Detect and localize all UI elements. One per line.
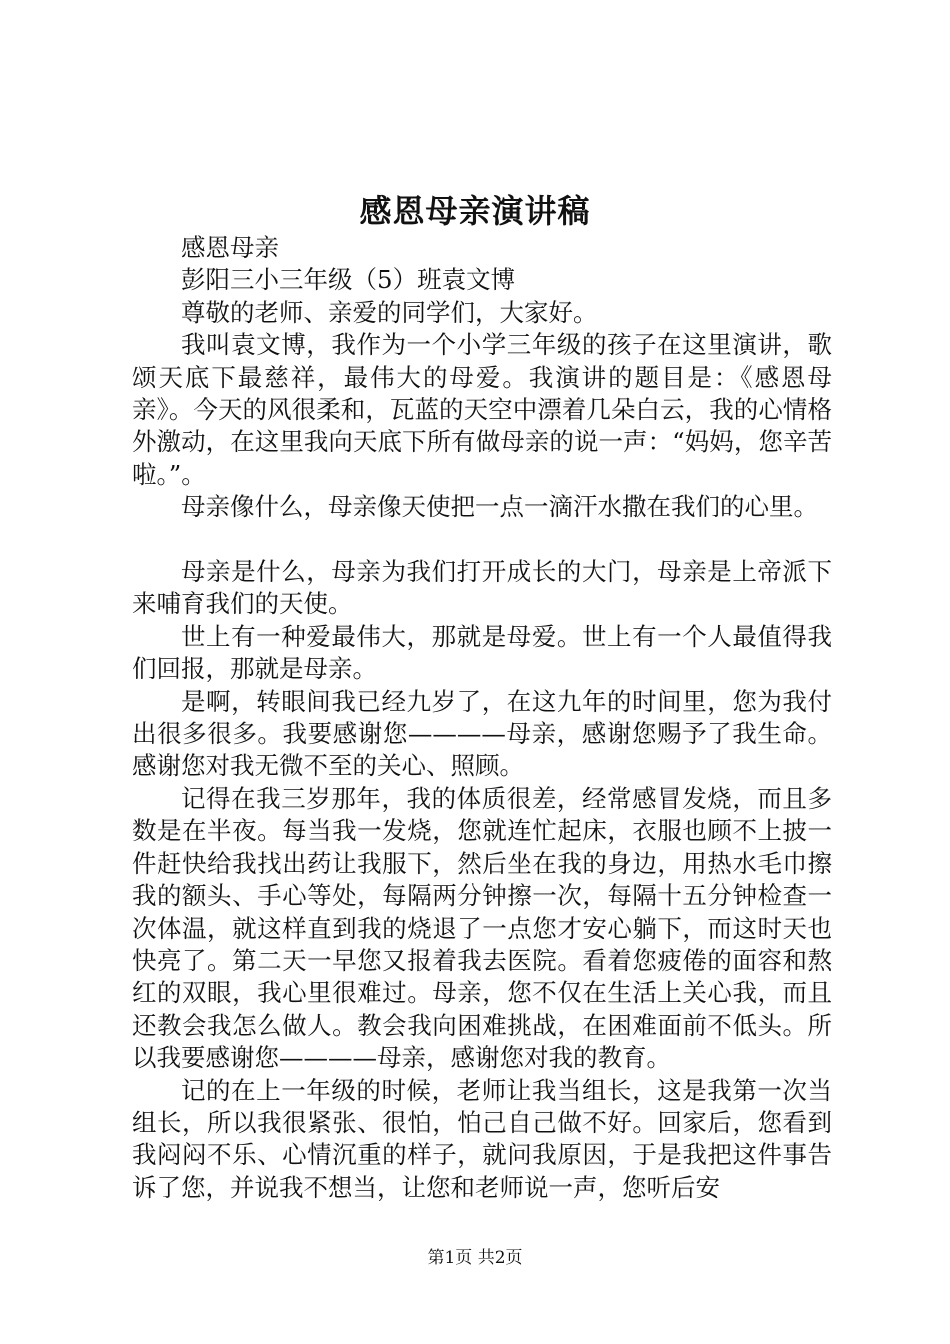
paragraph-nine-years: 是啊，转眼间我已经九岁了，在这九年的时间里，您为我付出很多很多。我要感谢您————母亲，感谢您赐予了我生命。感谢您对我无微不至的关心、照顾。 <box>132 686 832 781</box>
paragraph-greatest-love: 世上有一种爱最伟大，那就是母爱。世上有一个人最值得我们回报，那就是母亲。 <box>132 621 832 684</box>
paragraph-mother-what: 母亲是什么，母亲为我们打开成长的大门，母亲是上帝派下来哺育我们的天使。 <box>132 557 832 619</box>
paragraph-author: 彭阳三小三年级（5）班袁文博 <box>181 265 516 295</box>
paragraph-subtitle: 感恩母亲 <box>181 233 279 262</box>
paragraph-three-years-old: 记得在我三岁那年，我的体质很差，经常感冒发烧，而且多数是在半夜。每当我一发烧，您就连忙起床，衣服也顾不上披一件赶快给我找出药让我服下，然后坐在我的身边，用热水毛巾擦我的额头、手心等处，每隔两分钟擦一次，每隔十五分钟检查一次体温，就这样直到我的烧退了一点您才安心躺下，而这时天也快亮了。第二天一早您又报着我去医院。看着您疲倦的面容和熬红的双眼，我心里很难过。母亲，您不仅在生活上关心我，而且还教会我怎么做人。教会我向困难挑战，在困难面前不低头。所以我要感谢您————母亲，感谢您对我的教育。 <box>132 783 832 1073</box>
page-footer: 第1页 共2页 <box>427 1248 523 1268</box>
document-body <box>132 232 832 1204</box>
paragraph-greeting: 尊敬的老师、亲爱的同学们，大家好。 <box>181 297 598 327</box>
paragraph-mother-like: 母亲像什么，母亲像天使把一点一滴汗水撒在我们的心里。 <box>181 492 818 522</box>
document-title: 感恩母亲演讲稿 <box>359 192 591 230</box>
paragraph-first-grade: 记的在上一年级的时候，老师让我当组长，这是我第一次当组长，所以我很紧张、很怕，怕己自己做不好。回家后，您看到我闷闷不乐、心情沉重的样子，就问我原因，于是我把这件事告诉了您，并说我不想当，让您和老师说一声，您听后安 <box>132 1075 832 1202</box>
blank-line <box>132 524 832 556</box>
paragraph-intro: 我叫袁文博，我作为一个小学三年级的孩子在这里演讲，歌颂天底下最慈祥，最伟大的母爱。我演讲的题目是：《感恩母亲》。今天的风很柔和，瓦蓝的天空中漂着几朵白云，我的心情格外激动，在这里我向天底下所有做母亲的说一声：“妈妈，您辛苦啦。”。 <box>132 330 832 489</box>
